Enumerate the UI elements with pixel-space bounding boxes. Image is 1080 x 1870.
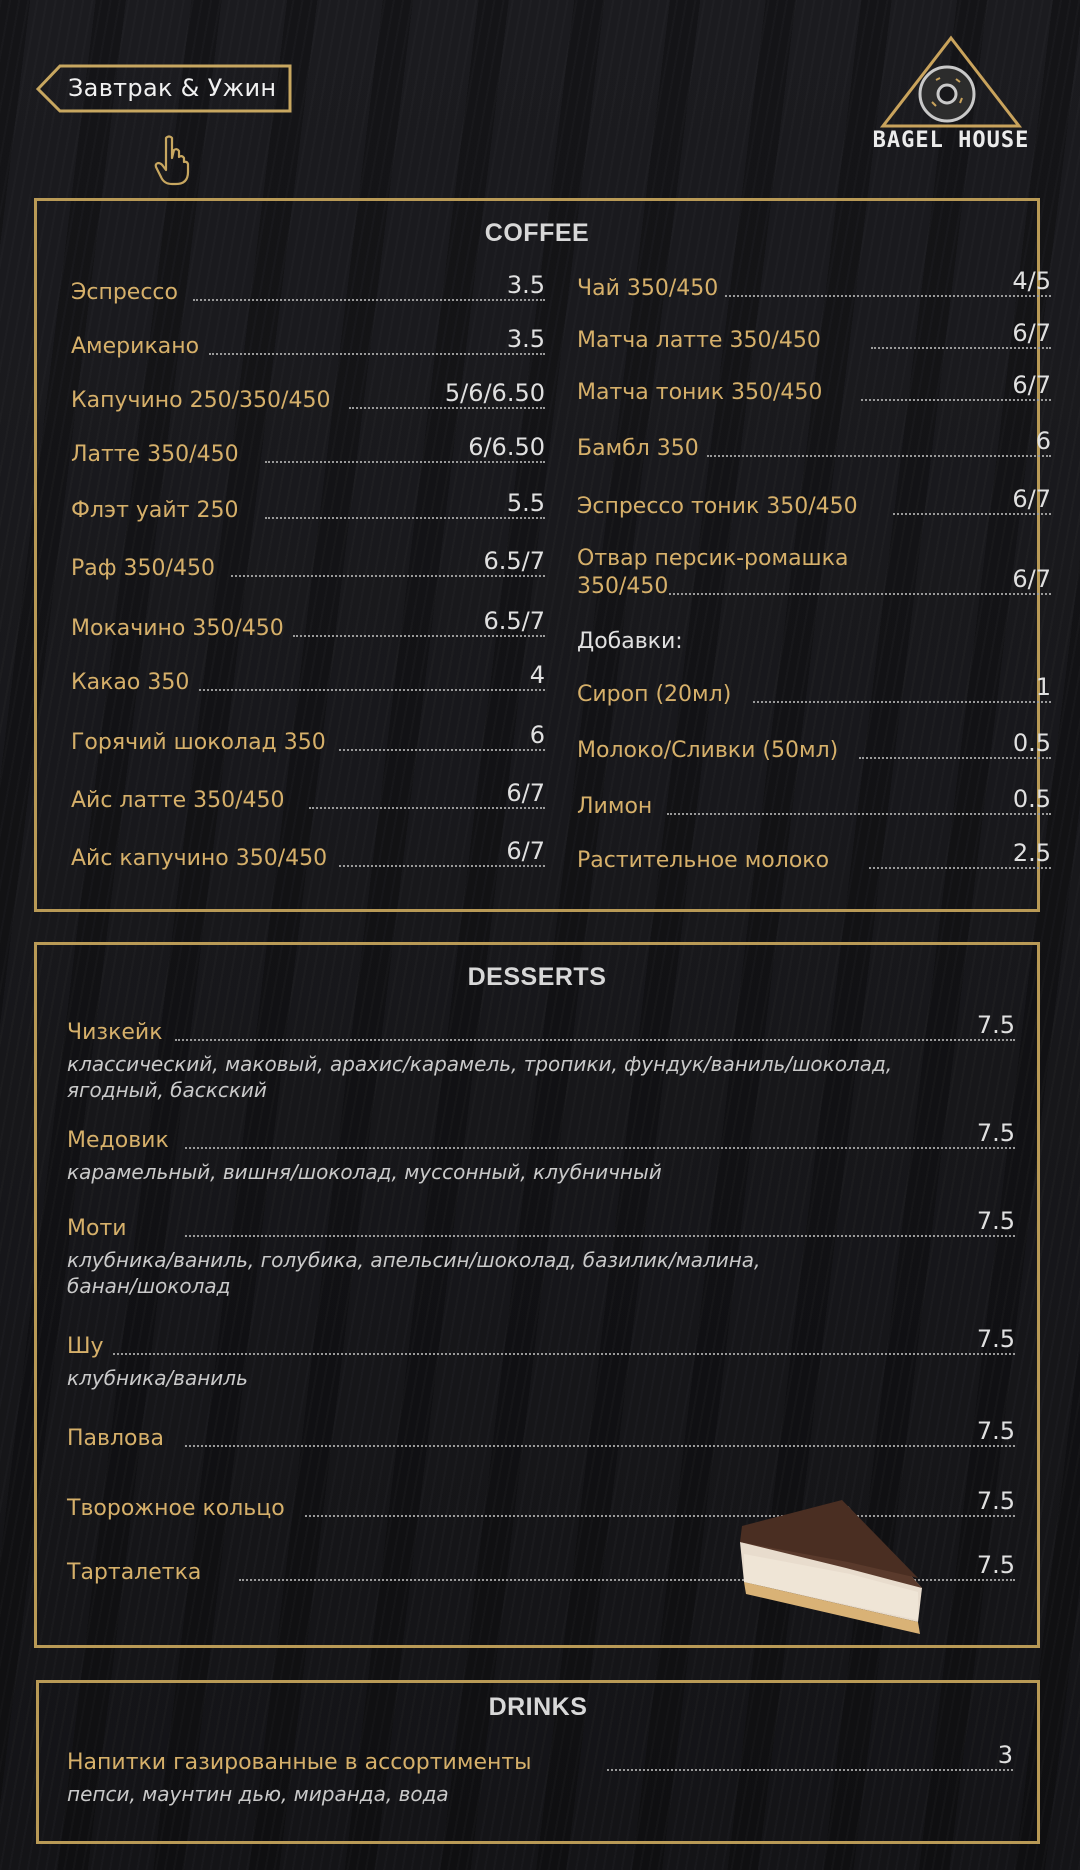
dot-leader bbox=[339, 865, 545, 867]
dessert-item bbox=[67, 1011, 1015, 1047]
dot-leader bbox=[869, 867, 1051, 869]
item-name: Раф 350/450 bbox=[71, 556, 215, 581]
dot-leader bbox=[669, 593, 1051, 595]
menu-item bbox=[577, 267, 1051, 303]
item-price: 7.5 bbox=[976, 1551, 1015, 1579]
item-description: ягодный, баскский bbox=[67, 1078, 267, 1102]
item-name: Чай 350/450 bbox=[577, 276, 719, 301]
addon-item bbox=[577, 673, 1051, 709]
item-name: Растительное молоко bbox=[577, 848, 830, 873]
item-price: 6/7 bbox=[1012, 371, 1051, 399]
item-price: 1 bbox=[1035, 673, 1051, 701]
item-description: пепси, маунтин дью, миранда, вода bbox=[67, 1782, 449, 1806]
item-price: 7.5 bbox=[976, 1417, 1015, 1445]
dessert-item bbox=[67, 1119, 1015, 1155]
drinks-section bbox=[36, 1680, 1040, 1844]
dessert-item bbox=[67, 1417, 1015, 1453]
desserts-title: DESSERTS bbox=[467, 963, 607, 991]
dot-leader bbox=[185, 1445, 1015, 1447]
logo-text: BAGEL HOUSE bbox=[872, 128, 1030, 153]
item-price: 6/7 bbox=[1012, 565, 1051, 593]
dot-leader bbox=[753, 701, 1051, 703]
item-description: карамельный, вишня/шоколад, муссонный, клубничный bbox=[67, 1160, 662, 1184]
item-name: Мокачино 350/450 bbox=[71, 616, 284, 641]
dot-leader bbox=[349, 407, 545, 409]
item-price: 6/7 bbox=[506, 779, 545, 807]
item-name: Павлова bbox=[67, 1426, 164, 1451]
item-name: Чизкейк bbox=[67, 1020, 163, 1045]
item-price: 7.5 bbox=[976, 1011, 1015, 1039]
item-price: 6.5/7 bbox=[483, 607, 545, 635]
dot-leader bbox=[265, 461, 545, 463]
menu-item bbox=[71, 607, 545, 643]
drink-item bbox=[67, 1741, 1013, 1777]
dessert-item bbox=[67, 1325, 1015, 1361]
cheesecake-image bbox=[730, 1496, 930, 1636]
back-button[interactable] bbox=[36, 64, 290, 112]
dot-leader bbox=[707, 455, 1051, 457]
item-price: 0.5 bbox=[1012, 729, 1051, 757]
item-description: классический, маковый, арахис/карамель, тропики, фундук/ваниль/шоколад, bbox=[67, 1052, 893, 1076]
dot-leader bbox=[607, 1769, 1013, 1771]
item-price: 6 bbox=[529, 721, 545, 749]
dot-leader bbox=[871, 347, 1051, 349]
item-name: Шу bbox=[67, 1334, 104, 1359]
item-price: 6/7 bbox=[1012, 485, 1051, 513]
item-name: Творожное кольцо bbox=[67, 1496, 285, 1521]
coffee-section bbox=[34, 198, 1051, 912]
item-price: 6/7 bbox=[1012, 319, 1051, 347]
coffee-title: COFFEE bbox=[484, 219, 590, 247]
item-price: 6 bbox=[1035, 427, 1051, 455]
dot-leader bbox=[339, 749, 545, 751]
item-name: Айс латте 350/450 bbox=[71, 788, 285, 813]
item-price: 4 bbox=[529, 661, 545, 689]
item-description: клубника/ваниль, голубика, апельсин/шоколад, базилик/малина, bbox=[67, 1248, 761, 1272]
item-name: Медовик bbox=[67, 1128, 169, 1153]
item-name: Тарталетка bbox=[67, 1560, 202, 1585]
item-name: Горячий шоколад 350 bbox=[71, 730, 326, 755]
item-name: Матча тоник 350/450 bbox=[577, 380, 823, 405]
dot-leader bbox=[113, 1353, 1015, 1355]
addons-label: Добавки: bbox=[577, 629, 683, 654]
dot-leader bbox=[725, 295, 1051, 297]
item-name-line2: 350/450 bbox=[577, 574, 669, 599]
dot-leader bbox=[231, 575, 545, 577]
addon-item bbox=[577, 839, 1051, 875]
item-name: Какао 350 bbox=[71, 670, 190, 695]
drinks-title: DRINKS bbox=[488, 1693, 588, 1721]
dot-leader bbox=[309, 807, 545, 809]
item-name: Американо bbox=[71, 334, 200, 359]
menu-item bbox=[71, 325, 545, 361]
dot-leader bbox=[199, 689, 545, 691]
dot-leader bbox=[667, 813, 1051, 815]
item-name: Сироп (20мл) bbox=[577, 682, 732, 707]
addon-item bbox=[577, 785, 1051, 821]
item-price: 5/6/6.50 bbox=[444, 379, 545, 407]
menu-item bbox=[577, 485, 1051, 521]
item-name: Флэт уайт 250 bbox=[71, 498, 239, 523]
item-name: Лимон bbox=[577, 794, 653, 819]
menu-item bbox=[577, 427, 1051, 463]
pointing-hand-icon bbox=[150, 134, 194, 186]
back-button-label: Завтрак & Ужин bbox=[68, 74, 277, 102]
dot-leader bbox=[861, 399, 1051, 401]
menu-item bbox=[71, 489, 545, 525]
item-price: 6/6.50 bbox=[468, 433, 545, 461]
menu-item bbox=[577, 541, 1051, 601]
item-price: 4/5 bbox=[1012, 267, 1051, 295]
menu-item bbox=[71, 433, 545, 469]
dot-leader bbox=[193, 299, 545, 301]
dot-leader bbox=[175, 1039, 1015, 1041]
item-price: 7.5 bbox=[976, 1487, 1015, 1515]
menu-item bbox=[71, 379, 545, 415]
item-price: 3 bbox=[997, 1741, 1013, 1769]
dot-leader bbox=[209, 353, 545, 355]
dot-leader bbox=[893, 513, 1051, 515]
item-name: Латте 350/450 bbox=[71, 442, 239, 467]
item-price: 2.5 bbox=[1012, 839, 1051, 867]
item-name: Моти bbox=[67, 1216, 127, 1241]
menu-item bbox=[71, 721, 545, 757]
item-price: 6.5/7 bbox=[483, 547, 545, 575]
item-name: Бамбл 350 bbox=[577, 436, 699, 461]
item-name-line1: Отвар персик-ромашка bbox=[577, 546, 849, 571]
dot-leader bbox=[185, 1147, 1015, 1149]
item-name: Молоко/Сливки (50мл) bbox=[577, 738, 839, 763]
menu-item bbox=[71, 779, 545, 815]
dot-leader bbox=[859, 757, 1051, 759]
item-name: Эспрессо тоник 350/450 bbox=[577, 494, 858, 519]
item-price: 7.5 bbox=[976, 1325, 1015, 1353]
dot-leader bbox=[185, 1235, 1015, 1237]
item-name: Напитки газированные в ассортименты bbox=[67, 1750, 532, 1775]
dessert-item bbox=[67, 1207, 1015, 1243]
dot-leader bbox=[293, 635, 545, 637]
menu-item bbox=[71, 547, 545, 583]
item-price: 0.5 bbox=[1012, 785, 1051, 813]
item-name: Матча латте 350/450 bbox=[577, 328, 821, 353]
item-name: Капучино 250/350/450 bbox=[71, 388, 331, 413]
menu-item bbox=[71, 837, 545, 873]
item-price: 7.5 bbox=[976, 1119, 1015, 1147]
item-name: Эспрессо bbox=[71, 280, 178, 305]
item-price: 6/7 bbox=[506, 837, 545, 865]
item-price: 3.5 bbox=[506, 325, 545, 353]
menu-item bbox=[577, 371, 1051, 407]
menu-item bbox=[71, 661, 545, 697]
dot-leader bbox=[265, 517, 545, 519]
menu-item bbox=[71, 271, 545, 307]
item-price: 5.5 bbox=[506, 489, 545, 517]
addon-item bbox=[577, 729, 1051, 765]
item-name: Айс капучино 350/450 bbox=[71, 846, 328, 871]
item-description: клубника/ваниль bbox=[67, 1366, 248, 1390]
item-price: 7.5 bbox=[976, 1207, 1015, 1235]
item-price: 3.5 bbox=[506, 271, 545, 299]
menu-item bbox=[577, 319, 1051, 355]
item-description: банан/шоколад bbox=[67, 1274, 231, 1298]
